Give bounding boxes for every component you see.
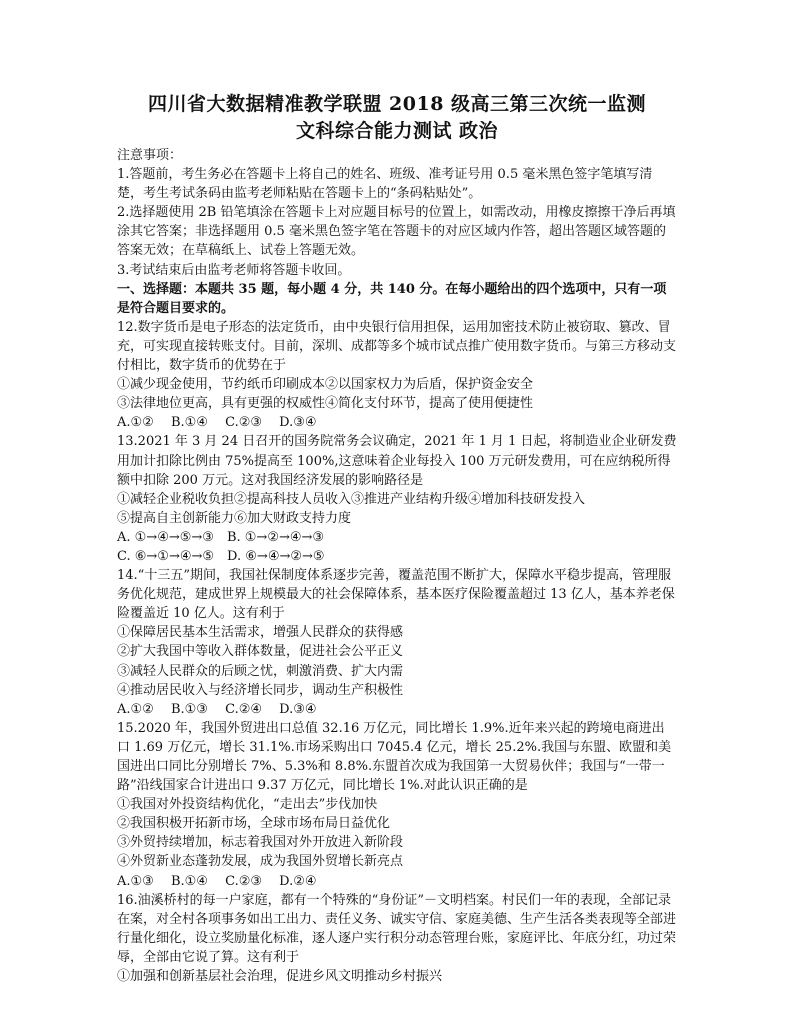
question-15-option-line: ④外贸新业态蓬勃发展，成为我国外贸增长新亮点: [117, 854, 404, 870]
exam-content: [117, 146, 677, 986]
question-16-stem: 16.油溪桥村的每一户家庭，都有一个特殊的“身份证”－文明档案。村民们一年的表现，全部记录在案，对全村各项事务如出工出力、责任义务、诚实守信、家庭美德、生产生活各类表现等全部进行量化细化，设立奖励量化标准，逐人逐户实行积分动态管理台账，家庭评比、年底分红，功过荣辱，全部由它说了算。这有利于: [117, 892, 677, 965]
question-12-option-line: ③法律地位更高，具有更强的权威性④简化支付环节，提高了使用便捷性: [117, 396, 534, 412]
question-15-option-line: ②我国积极开拓新市场，全球市场布局日益优化: [117, 816, 391, 832]
question-15-option-line: ①我国对外投资结构优化，“走出去”步伐加快: [117, 797, 378, 813]
question-14-option-line: ①保障居民基本生活需求，增强人民群众的获得感: [117, 625, 404, 641]
question-13-choices: A. ①→④→⑤→③ B. ①→②→④→③: [117, 529, 325, 545]
question-14-choices: A.①② B.①③ C.②④ D.③④: [117, 701, 317, 717]
question-15-option-line: ③外贸持续增加，标志着我国对外开放进入新阶段: [117, 835, 404, 851]
notice-heading: 注意事项：: [117, 148, 183, 163]
section-heading: 一、选择题：本题共 35 题，每小题 4 分，共 140 分。在每小题给出的四个选项中，只有一项是符合题目要求的。: [117, 281, 667, 316]
question-13-option-line: ①减轻企业税收负担②提高科技人员收入③推进产业结构升级④增加科技研发投入: [117, 491, 586, 507]
question-14-stem: 14.“十三五”期间，我国社保制度体系逐步完善，覆盖范围不断扩大，保障水平稳步提高，管理服务优化规范，建成世界上规模最大的社会保障体系，基本医疗保险覆盖超过 13 亿人，基本养老保险覆盖近 10 亿人。这有利于: [117, 568, 675, 622]
question-14-option-line: ②扩大我国中等收入群体数量，促进社会公平正义: [117, 644, 404, 660]
notice-item-3: 3.考试结束后由监考老师将答题卡收回。: [117, 262, 351, 278]
question-13-option-line: ⑤提高自主创新能力⑥加大财政支持力度: [117, 510, 352, 526]
question-14-option-line: ③减轻人民群众的后顾之忧，刺激消费、扩大内需: [117, 663, 404, 679]
question-12-option-line: ①减少现金使用，节约纸币印刷成本②以国家权力为后盾，保护资金安全: [117, 377, 534, 393]
question-15-choices: A.①③ B.①④ C.②③ D.②④: [117, 873, 317, 889]
notice-item-2: 2.选择题使用 2B 铅笔填涂在答题卡上对应题目标号的位置上，如需改动，用橡皮擦擦干净后再填涂其它答案；非选择题用 0.5 毫米黑色签字笔在答题卡的对应区域内作答，超出答题区域答题的答案无效；在草稿纸上、试卷上答题无效。: [117, 205, 676, 259]
question-14-option-line: ④推动居民收入与经济增长同步，调动生产积极性: [117, 682, 404, 698]
notice-item-1: 1.答题前，考生务必在答题卡上将自己的姓名、班级、准考证号用 0.5 毫米黑色签字笔填写清楚，考生考试条码由监考老师粘贴在答题卡上的“条码粘贴处”。: [117, 167, 653, 202]
exam-subtitle: 文科综合能力测试 政治: [295, 120, 499, 142]
question-13-stem: 13.2021 年 3 月 24 日召开的国务院常务会议确定，2021 年 1 月 1 日起，将制造业企业研发费用加计扣除比例由 75%提高至 100%,这意味着企业每投入 100 万元研发费用，可在应纳税所得额中扣除 200 万元。这对我国经济发展的影响路径是: [117, 434, 677, 488]
question-12-stem: 12.数字货币是电子形态的法定货币，由中央银行信用担保，运用加密技术防止被窃取、篡改、冒充，可实现直接转账支付。目前，深圳、成都等多个城市试点推广使用数字货币。与第三方移动支付相比，数字货币的优势在于: [117, 319, 677, 374]
question-13-choices: C. ⑥→①→④→⑤ D. ⑥→④→②→⑤: [117, 548, 325, 564]
question-15-stem: 15.2020 年，我国外贸进出口总值 32.16 万亿元，同比增长 1.9%.近年来兴起的跨境电商进出口 1.69 万亿元，增长 31.1%.市场采购出口 7045.4 亿元，增长 25.2%.我国与东盟、欧盟和美国进出口同比分别增长 7%、5.3%和 8.8%.东盟首次成为我国第一大贸易伙伴；我国与“一带一路”沿线国家合计进出口 9.37 万亿元，同比增长 1%.对此认识正确的是: [117, 720, 672, 794]
exam-title: 四川省大数据精准教学联盟 2018 级高三第三次统一监测: [147, 93, 647, 115]
question-12-choices: A.①② B.①④ C.②③ D.③④: [117, 415, 317, 431]
question-16-option-line: ①加强和创新基层社会治理，促进乡风文明推动乡村振兴: [117, 969, 443, 985]
